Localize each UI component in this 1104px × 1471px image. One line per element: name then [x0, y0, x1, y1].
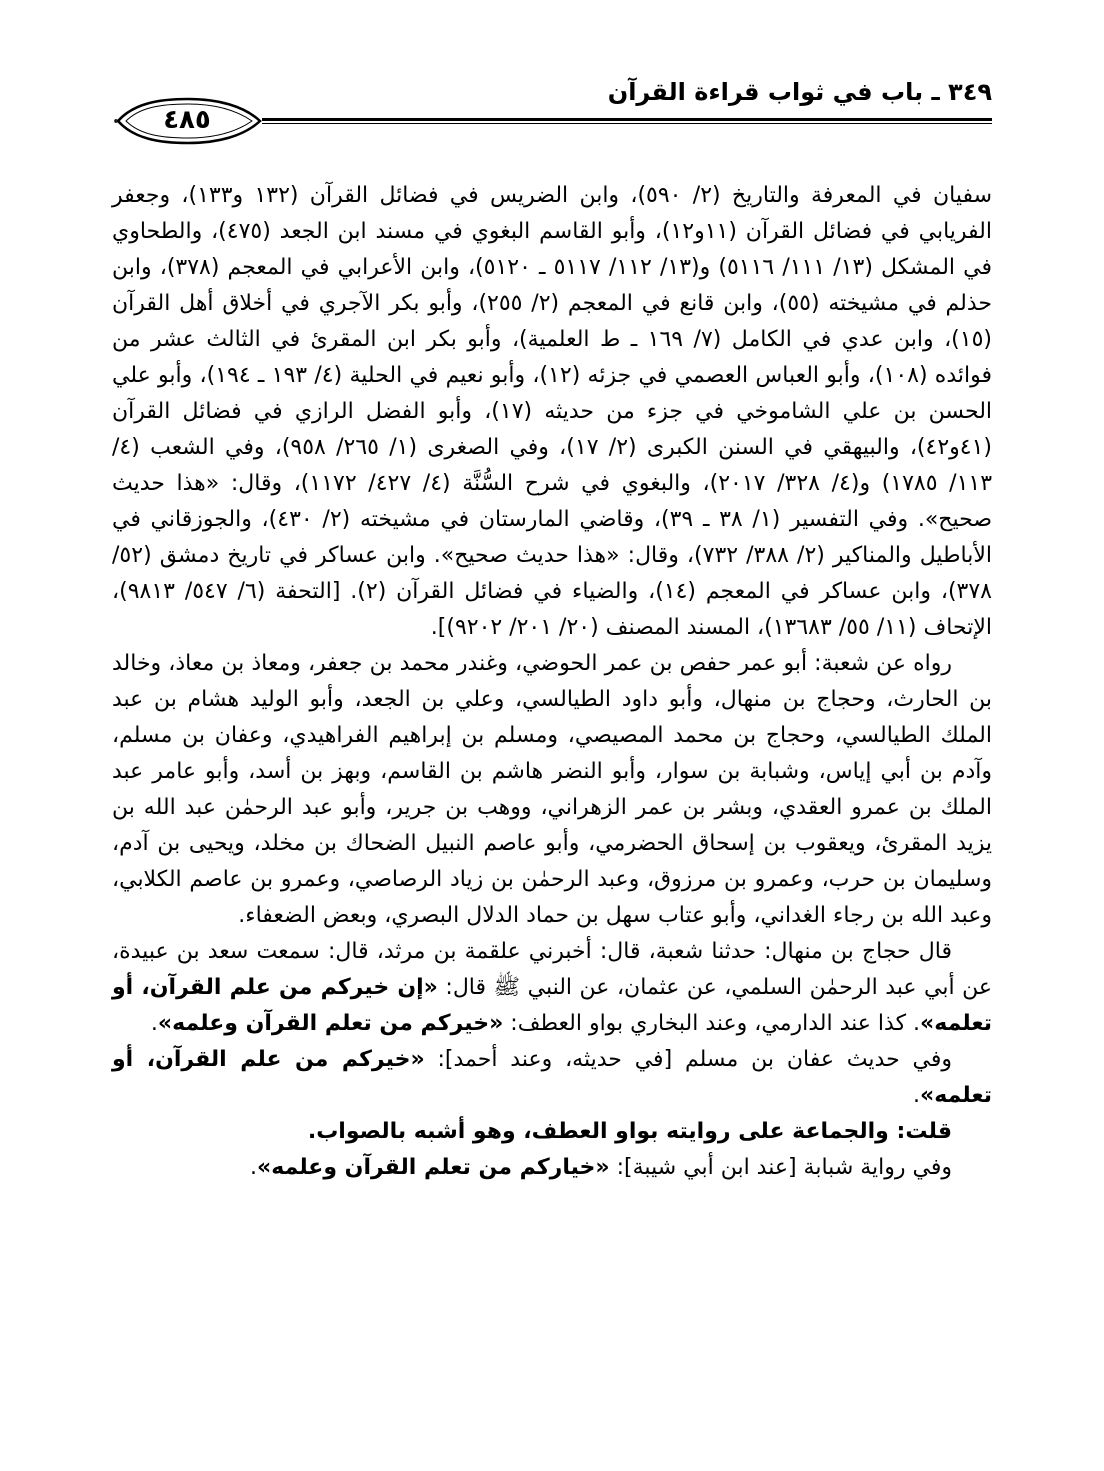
text-run: قلت: والجماعة على روايته بواو العطف، وهو أشبه بالصواب. [307, 1119, 952, 1144]
text-run: «خياركم من تعلم القرآن وعلمه» [257, 1155, 610, 1180]
page-number: ٤٨٥ [163, 104, 211, 135]
text-run: . كذا عند الدارمي، وعند البخاري بواو العطف: [503, 1011, 921, 1036]
text-run: «خيركم من تعلم القرآن وعلمه» [157, 1011, 504, 1036]
paragraph [112, 934, 992, 1042]
page-header [112, 78, 992, 148]
header-rule [262, 118, 992, 124]
paragraph [112, 1114, 992, 1150]
text-run: قال حجاج بن منهال: حدثنا شعبة، قال: أخبرني علقمة بن مرثد، قال: سمعت سعد بن عبيدة، عن أبي عبد الرحمٰن السلمي، عن عثمان، عن النبي ﷺ قال: [112, 939, 992, 1000]
paragraph [112, 1042, 992, 1114]
body-text [112, 178, 992, 1186]
paragraph [112, 178, 992, 646]
text-run: . [150, 1011, 158, 1036]
text-run: سفيان في المعرفة والتاريخ (٢/ ٥٩٠)، وابن الضريس في فضائل القرآن (١٣٢ و١٣٣)، وجعفر الفريابي في فضائل القرآن (١١و١٢)، وأبو القاسم البغوي في مسند ابن الجعد (٤٧٥)، والطحاوي في المشكل (١٣/ ١١١/ ٥١١٦) و(١٣/ ١١٢/ ٥١١٧ ـ ٥١٢٠)، وابن الأعرابي في المعجم (٣٧٨)، وابن حذلم في مشيخته (٥٥)، وابن قانع في المعجم (٢/ ٢٥٥)، وأبو بكر الآجري في أخلاق أهل القرآن (١٥)، وابن عدي في الكامل (٧/ ١٦٩ ـ ط العلمية)، وأبو بكر ابن المقرئ في الثالث عشر من فوائده (١٠٨)، وأبو العباس العصمي في جزئه (١٢)، وأبو نعيم في الحلية (٤/ ١٩٣ ـ ١٩٤)، وأبو علي الحسن بن علي الشاموخي في جزء من حديثه (١٧)، وأبو الفضل الرازي في فضائل القرآن (٤١و٤٢)، والبيهقي في السنن الكبرى (٢/ ١٧)، وفي الصغرى (١/ ٢٦٥/ ٩٥٨)، وفي الشعب (٤/ ١١٣/ ١٧٨٥) و(٤/ ٣٢٨/ ٢٠١٧)، والبغوي في شرح السُّنَّة (٤/ ٤٢٧/ ١١٧٢)، وقال: «هذا حديث صحيح». وفي التفسير (١/ ٣٨ ـ ٣٩)، وقاضي المارستان في مشيخته (٢/ ٤٣٠)، والجوزقاني في الأباطيل والمناكير (٢/ ٣٨٨/ ٧٣٢)، وقال: «هذا حديث صحيح». وابن عساكر في تاريخ دمشق (٥٢/ ٣٧٨)، وابن عساكر في المعجم (١٤)، والضياء في فضائل القرآن (٢). [التحفة (٦/ ٥٤٧/ ٩٨١٣)، الإتحاف (١١/ ٥٥/ ١٣٦٨٣)، المسند المصنف (٢٠/ ٢٠١/ ٩٢٠٢)]. [112, 183, 993, 640]
text-run: «خيركم من علم القرآن، أو تعلمه» [112, 1047, 992, 1108]
text-run: . [913, 1083, 921, 1108]
text-run: رواه عن شعبة: أبو عمر حفص بن عمر الحوضي، وغندر محمد بن جعفر، ومعاذ بن معاذ، وخالد بن الحارث، وحجاج بن منهال، وأبو داود الطيالسي، وعلي بن الجعد، وأبو الوليد هشام بن عبد الملك الطيالسي، وحجاج بن محمد المصيصي، ومسلم بن إبراهيم الفراهيدي، وعفان بن مسلم، وآدم بن أبي إياس، وشبابة بن سوار، وأبو النضر هاشم بن القاسم، وبهز بن أسد، وأبو عامر عبد الملك بن عمرو العقدي، وبشر بن عمر الزهراني، ووهب بن جرير، وأبو عبد الرحمٰن عبد الله بن يزيد المقرئ، ويعقوب بن إسحاق الحضرمي، وأبو عاصم النبيل الضحاك بن مخلد، ويحيى بن آدم، وسليمان بن حرب، وعمرو بن مرزوق، وعبد الرحمٰن بن زياد الرصاصي، وعمرو بن عاصم الكلابي، وعبد الله بن رجاء الغداني، وأبو عتاب سهل بن حماد الدلال البصري، وبعض الضعفاء. [112, 651, 992, 928]
text-run: «إن خيركم من علم القرآن، أو تعلمه» [112, 975, 992, 1036]
paragraph [112, 1150, 992, 1186]
paragraph [112, 646, 992, 934]
page-number-ornament [112, 94, 262, 148]
text-run: . [250, 1155, 258, 1180]
text-run: وفي حديث عفان بن مسلم [في حديثه، وعند أحمد]: [424, 1047, 952, 1072]
text-run: وفي رواية شبابة [عند ابن أبي شيبة]: [609, 1155, 952, 1180]
chapter-title: ٣٤٩ ـ باب في ثواب قراءة القرآن [607, 78, 992, 106]
